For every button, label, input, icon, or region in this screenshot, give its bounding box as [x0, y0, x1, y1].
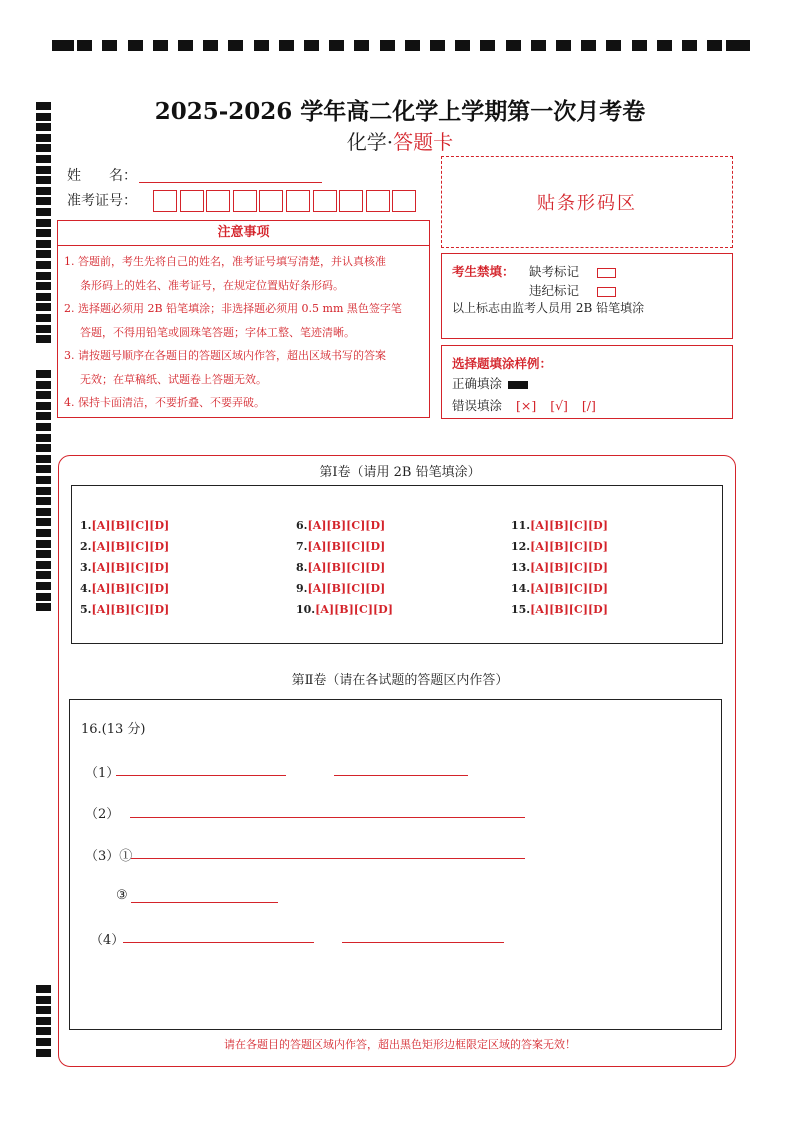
exam-id-digit-box[interactable] [286, 190, 310, 212]
mc-question[interactable] [296, 519, 385, 532]
timing-mark [329, 40, 344, 51]
exam-title: 2025-2026 学年高二化学上学期第一次月考卷 [154, 98, 646, 125]
exam-id-digit-box[interactable] [233, 190, 257, 212]
timing-mark [682, 40, 697, 51]
violation-mark-row [529, 281, 616, 299]
mc-options[interactable]: [A][B][C][D] [91, 519, 170, 532]
timing-mark [36, 370, 51, 378]
mc-options[interactable]: [A][B][C][D] [91, 561, 170, 574]
timing-mark [36, 1017, 51, 1025]
section1-title: 第Ⅰ卷（请用 2B 铅笔填涂） [319, 465, 481, 480]
mc-options[interactable]: [A][B][C][D] [307, 540, 386, 553]
mc-question-number: 11. [511, 519, 531, 532]
mc-question-number: 1. [80, 519, 92, 532]
timing-mark [657, 40, 672, 51]
timing-mark [531, 40, 546, 51]
q16-part3-sub3-label: ③ [116, 888, 128, 903]
timing-mark [36, 282, 51, 290]
mc-question-number: 9. [296, 582, 308, 595]
section2-title: 第Ⅱ卷（请在各试题的答题区内作答） [291, 673, 509, 688]
timing-mark [36, 391, 51, 399]
prohibited-note: 以上标志由监考人员用 2B 铅笔填涂 [452, 301, 645, 315]
notice-item-1-cont: 条形码上的姓名、准考证号，在规定位置贴好条形码。 [80, 278, 344, 292]
violation-label: 违纪标记 [529, 283, 580, 298]
timing-mark [36, 314, 51, 322]
timing-mark [36, 487, 51, 495]
absent-mark-row [529, 262, 616, 280]
mc-question[interactable] [511, 540, 608, 553]
notice-item-1: 1. 答题前，考生先将自己的姓名，准考证号填写清楚，并认真核准 [64, 255, 386, 268]
timing-mark [36, 540, 51, 548]
notice-item-4: 4. 保持卡面清洁，不要折叠、不要弄破。 [64, 396, 265, 409]
notice-box [57, 220, 430, 418]
timing-mark [506, 40, 521, 51]
timing-mark [36, 996, 51, 1004]
mc-options[interactable]: [A][B][C][D] [530, 582, 608, 595]
mc-question[interactable] [296, 540, 385, 553]
q16-part3-label: （3）① [85, 849, 133, 864]
timing-mark [36, 1027, 51, 1035]
mc-question[interactable] [80, 519, 169, 532]
timing-mark [36, 550, 51, 558]
card-label: 答题卡 [393, 130, 454, 154]
mc-question-number: 7. [296, 540, 308, 553]
timing-mark [726, 40, 750, 51]
q16-part2-label: （2） [85, 807, 120, 822]
notice-item-2: 2. 选择题必须用 2B 铅笔填涂；非选择题必须用 0.5 mm 黑色签字笔 [64, 302, 402, 315]
q16-part1-label: （1） [85, 766, 120, 781]
q16-title: 16.(13 分) [81, 722, 146, 737]
timing-mark [228, 40, 243, 51]
timing-mark [430, 40, 445, 51]
q16-part2-answer[interactable] [130, 817, 525, 818]
notice-item-3: 3. 请按题号顺序在各题目的答题区域内作答，超出区域书写的答案 [64, 349, 386, 362]
timing-mark [36, 303, 51, 311]
timing-mark [36, 508, 51, 516]
timing-mark [405, 40, 420, 51]
timing-mark [354, 40, 369, 51]
mc-question[interactable] [511, 519, 608, 532]
mc-question[interactable] [511, 582, 608, 595]
mc-question[interactable] [296, 582, 385, 595]
timing-mark [36, 444, 51, 452]
wrong-mark-2: [√] [550, 398, 568, 413]
exam-id-digit-box[interactable] [366, 190, 390, 212]
timing-mark [36, 985, 51, 993]
prohibited-title: 考生禁填： [452, 264, 515, 279]
timing-mark [36, 166, 51, 174]
wrong-mark-1: [×] [516, 398, 537, 413]
q16-part4-label: （4） [90, 933, 125, 948]
exam-id-label: 准考证号： [67, 193, 137, 209]
timing-mark [36, 497, 51, 505]
timing-mark [36, 561, 51, 569]
timing-mark [36, 219, 51, 227]
timing-mark [36, 434, 51, 442]
mc-options[interactable]: [A][B][C][D] [530, 603, 608, 616]
timing-mark [178, 40, 193, 51]
mc-question-number: 3. [80, 561, 92, 574]
timing-mark [36, 603, 51, 611]
timing-mark [279, 40, 294, 51]
mc-question[interactable] [511, 561, 608, 574]
mc-question[interactable] [296, 603, 393, 616]
mc-question[interactable] [80, 561, 169, 574]
mc-options[interactable]: [A][B][C][D] [307, 582, 386, 595]
timing-mark [36, 518, 51, 526]
mc-options[interactable]: [A][B][C][D] [530, 540, 608, 553]
timing-mark [36, 155, 51, 163]
mc-question-number: 2. [80, 540, 92, 553]
exam-id-digit-box[interactable] [392, 190, 416, 212]
fill-example-box [441, 345, 733, 419]
timing-mark [36, 197, 51, 205]
timing-mark [632, 40, 647, 51]
notice-item-2-cont: 答题，不得用铅笔或圆珠笔答题；字体工整、笔迹清晰。 [80, 325, 355, 339]
timing-mark [380, 40, 395, 51]
timing-mark [153, 40, 168, 51]
timing-mark [36, 293, 51, 301]
notice-body [58, 246, 429, 415]
timing-mark [581, 40, 596, 51]
timing-mark [480, 40, 495, 51]
mc-question-number: 10. [296, 603, 316, 616]
correct-fill-row [452, 374, 528, 392]
timing-mark [36, 582, 51, 590]
mc-question[interactable] [80, 582, 169, 595]
timing-mark [36, 325, 51, 333]
timing-mark [36, 529, 51, 537]
mc-question[interactable] [511, 603, 608, 616]
q16-part1-answer-b[interactable] [334, 775, 468, 776]
mc-question-number: 12. [511, 540, 531, 553]
exam-id-digit-box[interactable] [259, 190, 283, 212]
wrong-fill-row [452, 396, 596, 414]
timing-mark [36, 593, 51, 601]
card-subtitle [0, 126, 800, 155]
timing-mark [36, 208, 51, 216]
mc-question-number: 6. [296, 519, 308, 532]
timing-mark [36, 187, 51, 195]
mc-question[interactable] [80, 603, 169, 616]
exam-id-digit-box[interactable] [206, 190, 230, 212]
mc-question-number: 13. [511, 561, 531, 574]
footer-warning: 请在各题目的答题区域内作答，超出黑色矩形边框限定区域的答案无效！ [224, 1038, 576, 1051]
timing-mark [254, 40, 269, 51]
timing-mark [36, 412, 51, 420]
wrong-mark-3: [/] [581, 398, 596, 413]
name-field[interactable] [139, 182, 322, 183]
mc-options[interactable]: [A][B][C][D] [307, 561, 386, 574]
prohibited-box [441, 253, 733, 339]
mc-question-number: 8. [296, 561, 308, 574]
q16-part4-answer-b[interactable] [342, 942, 504, 943]
correct-fill-label: 正确填涂 [452, 376, 503, 391]
timing-mark [36, 250, 51, 258]
timing-mark [36, 176, 51, 184]
wrong-fill-label: 错误填涂 [452, 398, 503, 413]
absent-label: 缺考标记 [529, 264, 580, 279]
timing-mark [102, 40, 117, 51]
mc-options[interactable]: [A][B][C][D] [307, 519, 386, 532]
exam-id-digit-box[interactable] [313, 190, 337, 212]
mc-question-number: 4. [80, 582, 92, 595]
mc-options[interactable]: [A][B][C][D] [530, 561, 608, 574]
notice-title: 注意事项 [58, 221, 429, 246]
subject-label: 化学· [346, 130, 394, 154]
timing-mark [36, 272, 51, 280]
timing-mark [707, 40, 722, 51]
mc-options[interactable]: [A][B][C][D] [91, 540, 170, 553]
timing-mark [36, 381, 51, 389]
name-label: 姓 名： [67, 168, 137, 184]
timing-mark [36, 261, 51, 269]
timing-mark [77, 40, 92, 51]
timing-mark [203, 40, 218, 51]
exam-id-digit-box[interactable] [153, 190, 177, 212]
absent-mark-box[interactable] [597, 268, 616, 278]
timing-mark [606, 40, 621, 51]
mc-question-number: 5. [80, 603, 92, 616]
exam-id-digit-box[interactable] [339, 190, 363, 212]
timing-mark [556, 40, 571, 51]
notice-item-3-cont: 无效；在草稿纸、试题卷上答题无效。 [80, 372, 267, 386]
timing-mark [36, 229, 51, 237]
timing-mark [36, 402, 51, 410]
mc-question[interactable] [80, 540, 169, 553]
timing-mark [36, 571, 51, 579]
timing-mark [36, 423, 51, 431]
timing-mark [304, 40, 319, 51]
violation-mark-box[interactable] [597, 287, 616, 297]
timing-mark [52, 40, 74, 51]
mc-options[interactable]: [A][B][C][D] [91, 582, 170, 595]
fill-example-title: 选择题填涂样例： [452, 356, 553, 371]
q16-part1-answer-a[interactable] [116, 775, 286, 776]
timing-mark [36, 335, 51, 343]
barcode-area: 贴条形码区 [441, 156, 733, 248]
q16-part4-answer-a[interactable] [123, 942, 314, 943]
mc-question-number: 15. [511, 603, 531, 616]
timing-mark [36, 240, 51, 248]
mc-question[interactable] [296, 561, 385, 574]
timing-mark [36, 1006, 51, 1014]
q16-part3-answer-3[interactable] [131, 902, 278, 903]
mc-options[interactable]: [A][B][C][D] [530, 519, 608, 532]
correct-fill-sample [508, 381, 528, 389]
q16-part3-answer-1[interactable] [131, 858, 525, 859]
mc-options[interactable]: [A][B][C][D] [91, 603, 170, 616]
timing-mark [455, 40, 470, 51]
mc-options[interactable]: [A][B][C][D] [315, 603, 393, 616]
section2-box [69, 699, 722, 1030]
mc-question-number: 14. [511, 582, 531, 595]
exam-id-digit-box[interactable] [180, 190, 204, 212]
timing-mark [128, 40, 143, 51]
